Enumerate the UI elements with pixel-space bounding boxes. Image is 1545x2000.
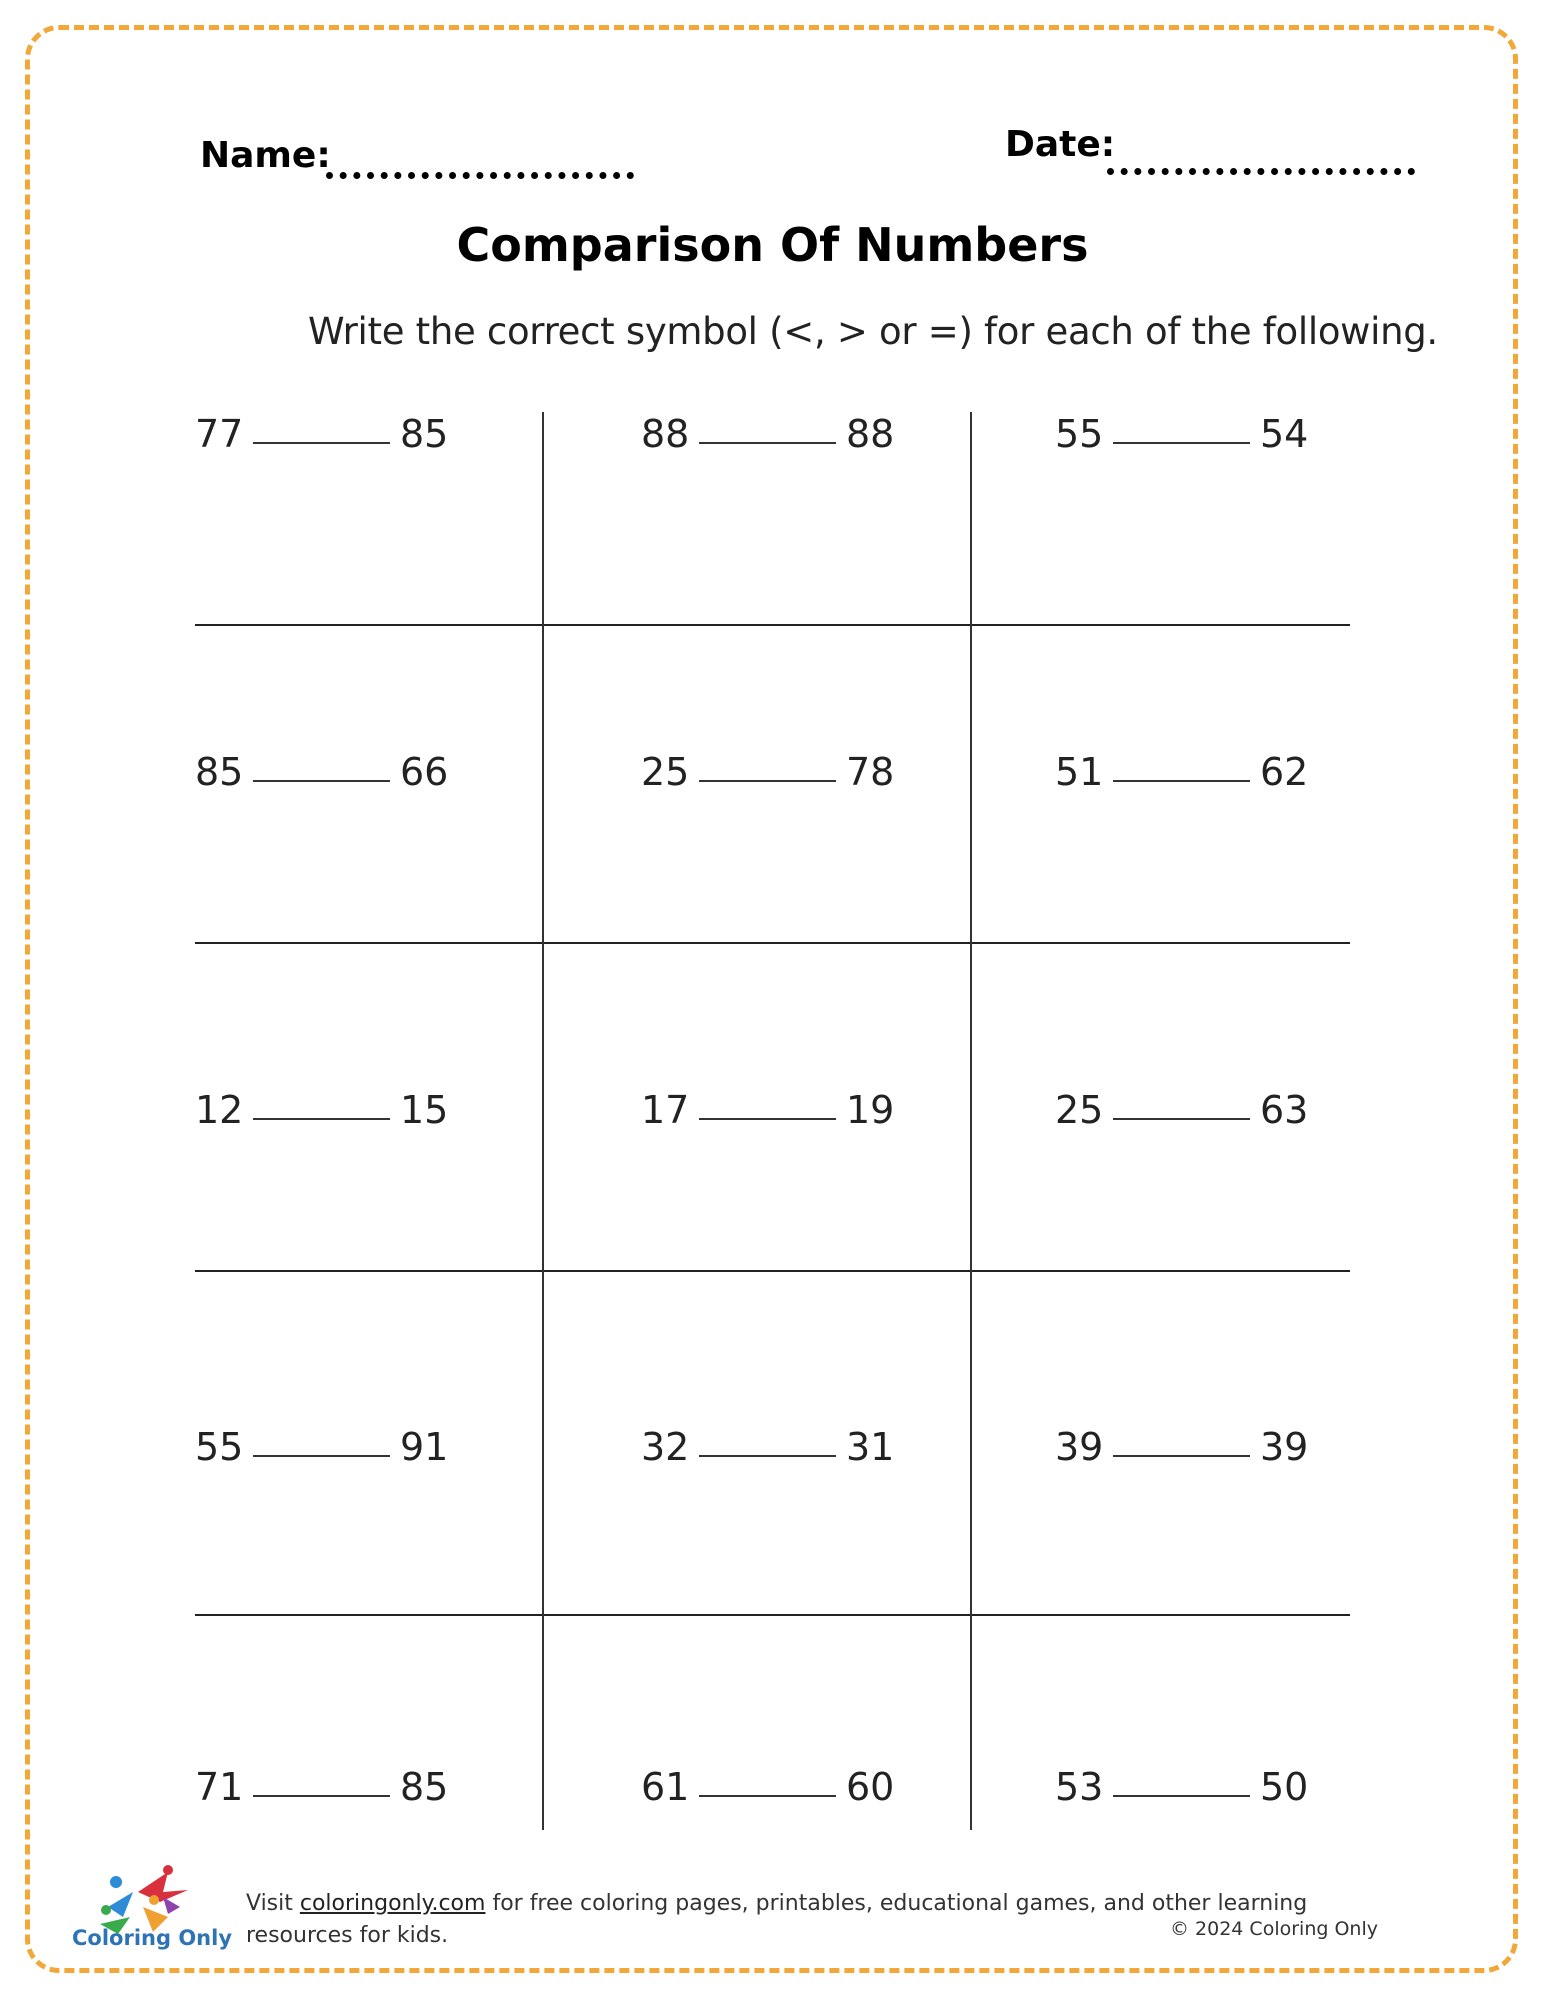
date-field[interactable] [1107, 168, 1415, 175]
left-number: 39 [1055, 1425, 1104, 1469]
grid-row-divider [195, 1614, 1350, 1616]
problem-item [1055, 1765, 1355, 1815]
right-number: 19 [846, 1088, 895, 1132]
problem-item [195, 1088, 495, 1138]
logo-blue-shape [108, 1892, 133, 1917]
grid-col-divider [970, 412, 972, 1830]
grid-row-divider [195, 1270, 1350, 1272]
right-number: 54 [1260, 412, 1309, 456]
problem-item [1055, 1425, 1355, 1475]
problem-item [195, 1425, 495, 1475]
right-number: 39 [1260, 1425, 1309, 1469]
answer-blank[interactable] [699, 1118, 836, 1120]
problem-item [195, 750, 495, 800]
problem-item [195, 412, 495, 462]
logo-green-dot [101, 1905, 111, 1915]
answer-blank[interactable] [253, 780, 390, 782]
answer-blank[interactable] [1113, 1455, 1250, 1457]
answer-blank[interactable] [699, 442, 836, 444]
right-number: 78 [846, 750, 895, 794]
right-number: 63 [1260, 1088, 1309, 1132]
problem-item [641, 1425, 941, 1475]
answer-blank[interactable] [253, 1118, 390, 1120]
instruction-text: Write the correct symbol (<, > or =) for each of the following. [308, 310, 1438, 353]
answer-blank[interactable] [1113, 1795, 1250, 1797]
right-number: 50 [1260, 1765, 1309, 1809]
right-number: 66 [400, 750, 449, 794]
right-number: 91 [400, 1425, 449, 1469]
answer-blank[interactable] [1113, 1118, 1250, 1120]
grid-col-divider [542, 412, 544, 1830]
left-number: 25 [1055, 1088, 1104, 1132]
problem-item [1055, 750, 1355, 800]
logo-orange-dot [149, 1895, 159, 1905]
logo-purple-shape [163, 1897, 180, 1914]
problem-item [641, 412, 941, 462]
answer-blank[interactable] [253, 1795, 390, 1797]
left-number: 51 [1055, 750, 1104, 794]
problem-item [641, 1765, 941, 1815]
problem-item [641, 1088, 941, 1138]
left-number: 12 [195, 1088, 244, 1132]
problem-item [1055, 412, 1355, 462]
left-number: 17 [641, 1088, 690, 1132]
page-title: Comparison Of Numbers [456, 218, 1089, 272]
copyright: © 2024 Coloring Only [1170, 1918, 1378, 1940]
left-number: 61 [641, 1765, 690, 1809]
left-number: 32 [641, 1425, 690, 1469]
right-number: 85 [400, 412, 449, 456]
right-number: 15 [400, 1088, 449, 1132]
answer-blank[interactable] [699, 780, 836, 782]
footer-visit: Visit [246, 1891, 300, 1916]
left-number: 88 [641, 412, 690, 456]
answer-blank[interactable] [699, 1795, 836, 1797]
footer-link[interactable]: coloringonly.com [299, 1891, 486, 1916]
right-number: 85 [400, 1765, 449, 1809]
logo-red-dot [163, 1865, 173, 1875]
right-number: 62 [1260, 750, 1309, 794]
grid-row-divider [195, 624, 1350, 626]
left-number: 71 [195, 1765, 244, 1809]
problem-item [1055, 1088, 1355, 1138]
right-number: 31 [846, 1425, 895, 1469]
logo-red-shape [138, 1872, 188, 1902]
left-number: 85 [195, 750, 244, 794]
answer-blank[interactable] [253, 1455, 390, 1457]
problem-item [641, 750, 941, 800]
left-number: 25 [641, 750, 690, 794]
logo-blue-dot [110, 1876, 122, 1888]
answer-blank[interactable] [1113, 442, 1250, 444]
name-field[interactable] [326, 172, 634, 179]
right-number: 88 [846, 412, 895, 456]
left-number: 55 [195, 1425, 244, 1469]
grid-row-divider [195, 942, 1350, 944]
left-number: 53 [1055, 1765, 1104, 1809]
footer-rest: for free coloring pages, printables, educational games, and other learning resources for kids. [246, 1891, 1308, 1948]
right-number: 60 [846, 1765, 895, 1809]
left-number: 77 [195, 412, 244, 456]
date-label: Date: [1005, 124, 1116, 165]
answer-blank[interactable] [253, 442, 390, 444]
left-number: 55 [1055, 412, 1104, 456]
answer-blank[interactable] [699, 1455, 836, 1457]
problem-item [195, 1765, 495, 1815]
name-label: Name: [200, 135, 331, 176]
answer-blank[interactable] [1113, 780, 1250, 782]
logo-text: Coloring Only [72, 1926, 233, 1950]
